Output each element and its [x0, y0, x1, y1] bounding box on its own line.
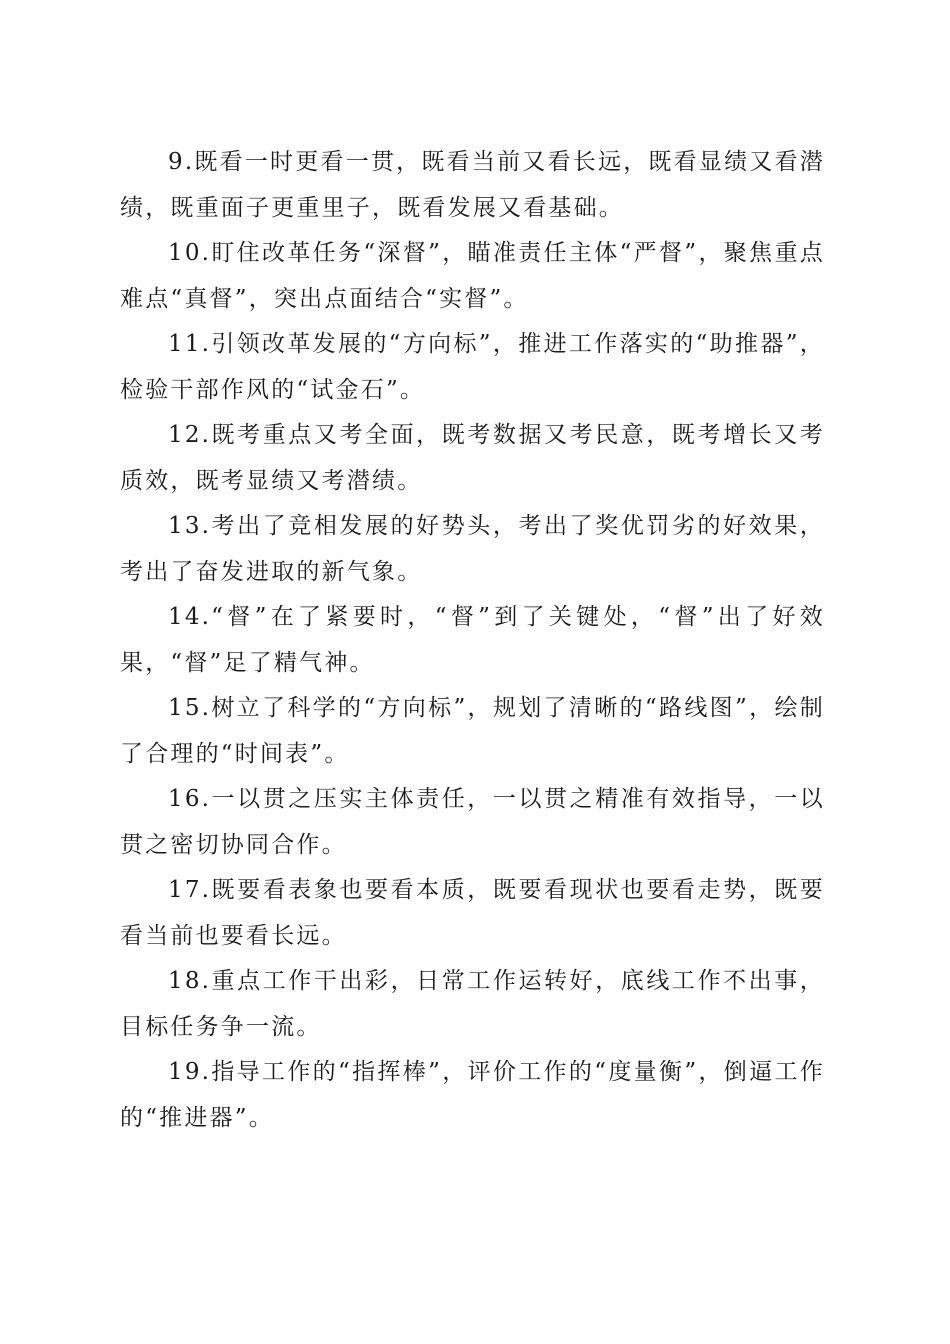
- list-item-19: 19.指导工作的“指挥棒”，评价工作的“度量衡”，倒逼工作的“推进器”。: [120, 1059, 825, 1131]
- list-item-18: 18.重点工作干出彩，日常工作运转好，底线工作不出事，目标任务争一流。: [120, 968, 825, 1040]
- list-item-12: 12.既考重点又考全面，既考数据又考民意，既考增长又考质效，既考显绩又考潜绩。: [120, 422, 825, 494]
- list-item-16: 16.一以贯之压实主体责任，一以贯之精准有效指导，一以贯之密切协同合作。: [120, 786, 825, 858]
- list-item-17: 17.既要看表象也要看本质，既要看现状也要看走势，既要看当前也要看长远。: [120, 877, 825, 949]
- list-item-13: 13.考出了竞相发展的好势头，考出了奖优罚劣的好效果，考出了奋发进取的新气象。: [120, 513, 825, 585]
- document-body: [120, 140, 825, 1141]
- list-item-15: 15.树立了科学的“方向标”，规划了清晰的“路线图”，绘制了合理的“时间表”。: [120, 695, 825, 767]
- list-item-9: 9.既看一时更看一贯，既看当前又看长远，既看显绩又看潜绩，既重面子更重里子，既看发展又看基础。: [120, 149, 825, 221]
- list-item-11: 11.引领改革发展的“方向标”，推进工作落实的“助推器”，检验干部作风的“试金石”。: [120, 331, 825, 403]
- list-item-10: 10.盯住改革任务“深督”，瞄准责任主体“严督”，聚焦重点难点“真督”，突出点面结合“实督”。: [120, 240, 825, 312]
- list-item-14: 14.“督”在了紧要时，“督”到了关键处，“督”出了好效果，“督”足了精气神。: [120, 604, 825, 676]
